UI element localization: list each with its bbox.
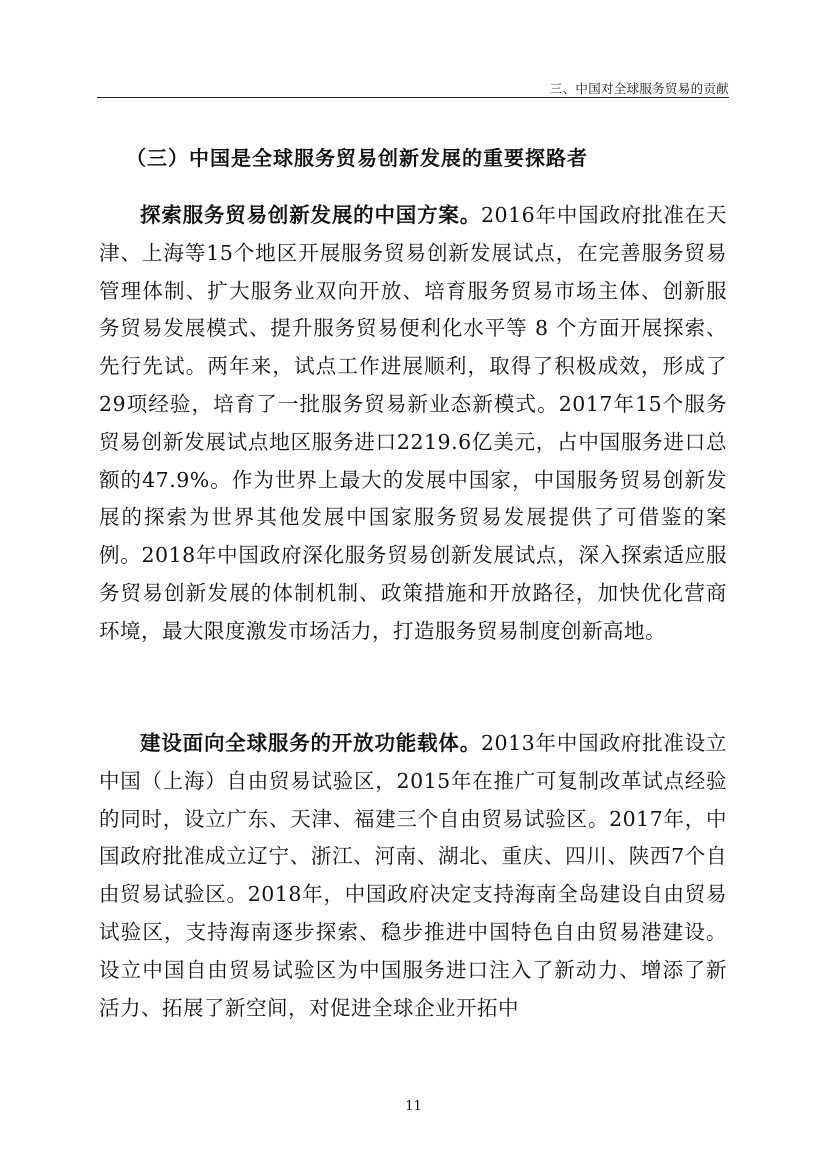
paragraph-2 <box>99 725 727 1027</box>
page-number: 11 <box>405 1099 422 1114</box>
paragraph-1-lead: 探索服务贸易创新发展的中国方案。 <box>140 203 482 227</box>
section-heading: （三）中国是全球服务贸易创新发展的重要探路者 <box>126 146 588 170</box>
paragraph-1 <box>99 197 727 651</box>
paragraph-1-body: 2016年中国政府批准在天津、上海等15个地区开展服务贸易创新发展试点，在完善服务贸易管理体制、扩大服务业双向开放、培育服务贸易市场主体、创新服务贸易发展模式、提升服务贸易便利化水平等 8 个方面开展探索、先行先试。两年来，试点工作进展顺利，取得了积极成效，形成了29项经验，培育了一批服务贸易新业态新模式。2017年15个服务贸易创新发展试点地区服务进口2219.6亿美元，占中国服务进口总额的47.9%。作为世界上最大的发展中国家，中国服务贸易创新发展的探索为世界其他发展中国家服务贸易发展提供了可借鉴的案例。2018年中国政府深化服务贸易创新发展试点，深入探索适应服务贸易创新发展的体制机制、政策措施和开放路径，加快优化营商环境，最大限度激发市场活力，打造服务贸易制度创新高地。 <box>99 203 728 643</box>
header-divider <box>97 97 729 98</box>
running-header: 三、中国对全球服务贸易的贡献 <box>549 81 729 96</box>
paragraph-2-body: 2013年中国政府批准设立中国（上海）自由贸易试验区，2015年在推广可复制改革试点经验的同时，设立广东、天津、福建三个自由贸易试验区。2017年，中国政府批准成立辽宁、浙江、河南、湖北、重庆、四川、陕西7个自由贸易试验区。2018年，中国政府决定支持海南全岛建设自由贸易试验区，支持海南逐步探索、稳步推进中国特色自由贸易港建设。设立中国自由贸易试验区为中国服务进口注入了新动力、增添了新活力、拓展了新空间，对促进全球企业开拓中 <box>99 731 728 1020</box>
paragraph-2-lead: 建设面向全球服务的开放功能载体。 <box>140 731 482 755</box>
